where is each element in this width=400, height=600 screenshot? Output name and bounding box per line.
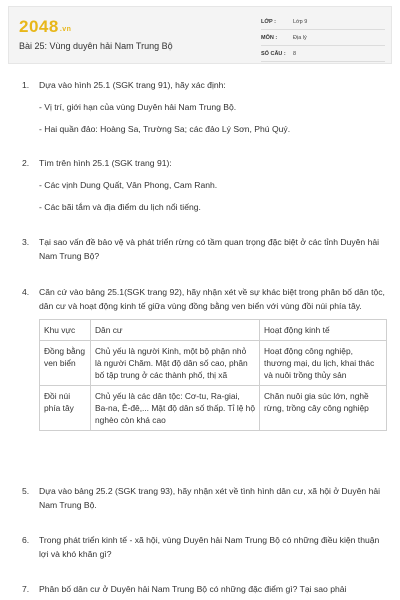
table-row <box>40 341 387 386</box>
table-header-cell: Khu vực <box>40 320 91 341</box>
question-text: Dựa vào hình 25.1 (SGK trang 91), hãy xác định: <box>39 80 226 90</box>
question-number: 1. <box>22 80 30 90</box>
table-cell: Đồi núi phía tây <box>40 386 91 431</box>
question-number: 6. <box>22 535 30 545</box>
meta-value: Địa lý <box>293 35 307 41</box>
table-header-cell: Hoạt động kinh tế <box>260 320 387 341</box>
question-text: Căn cứ vào bảng 25.1(SGK trang 92), hãy nhận xét về sự khác biệt trong phân bố dân tộc, dân cư và hoạt động kinh tế giữa vùng đồng bằng ven biển với vùng đồi núi phía tây. <box>39 287 385 311</box>
table-row <box>40 386 387 431</box>
table-cell: Hoạt động công nghiệp, thương mại, du lịch, khai thác và nuôi trồng thủy sản <box>260 341 387 386</box>
logo-text: 2048 <box>19 17 59 36</box>
question-text: Trong phát triển kinh tế - xã hội, vùng Duyên hải Nam Trung Bộ có những điều kiện thuận lợi và khó khăn gì? <box>39 535 380 559</box>
sub-item: - Vị trí, giới hạn của vùng Duyên hải Nam Trung Bộ. <box>39 102 237 112</box>
table-cell: Chủ yếu là người Kinh, một bộ phận nhỏ là người Chăm. Mật độ dân số cao, phân bố tập trung ở các thành phố, thị xã <box>91 341 260 386</box>
question-number: 7. <box>22 584 30 594</box>
table-cell: Chăn nuôi gia súc lớn, nghề rừng, trồng cây công nghiệp <box>260 386 387 431</box>
question-number: 3. <box>22 237 30 247</box>
question-7 <box>22 582 386 596</box>
question-1 <box>22 78 386 136</box>
lesson-title: Bài 25: Vùng duyên hải Nam Trung Bộ <box>19 41 173 51</box>
table-header-cell: Dân cư <box>91 320 260 341</box>
question-3 <box>22 235 386 263</box>
meta-row-count <box>261 47 385 62</box>
meta-row-grade <box>261 15 385 30</box>
question-2 <box>22 156 386 214</box>
meta-row-subject <box>261 31 385 46</box>
table-header-row <box>40 320 387 341</box>
meta-key: SỐ CÂU : <box>261 51 286 57</box>
question-text: Phân bố dân cư ở Duyên hải Nam Trung Bộ có những đặc điểm gì? Tại sao phải <box>39 584 347 594</box>
question-6 <box>22 533 386 561</box>
logo-suffix: .vn <box>59 26 72 33</box>
table-cell: Đồng bằng ven biển <box>40 341 91 386</box>
question-text: Tìm trên hình 25.1 (SGK trang 91): <box>39 158 172 168</box>
comparison-table <box>39 319 387 431</box>
meta-value: 8 <box>293 51 297 57</box>
meta-key: LỚP : <box>261 19 276 25</box>
sub-item: - Hai quần đảo: Hoàng Sa, Trường Sa; các đảo Lý Sơn, Phú Quý. <box>39 124 291 134</box>
question-5 <box>22 484 386 512</box>
table-cell: Chủ yếu là các dân tộc: Cơ-tu, Ra-giai, Ba-na, Ê-đê,... Mật độ dân số thấp. Tỉ lệ hộ nghèo còn khá cao <box>91 386 260 431</box>
document-header <box>8 6 392 64</box>
question-number: 4. <box>22 287 30 297</box>
meta-value: Lớp 9 <box>293 19 308 25</box>
meta-key: MÔN : <box>261 35 278 41</box>
sub-item: - Các bãi tắm và địa điểm du lịch nổi tiếng. <box>39 202 201 212</box>
meta-info <box>261 15 385 63</box>
question-4 <box>22 285 386 431</box>
question-number: 2. <box>22 158 30 168</box>
question-text: Tại sao vấn đề bảo vệ và phát triển rừng có tầm quan trọng đặc biệt ở các tỉnh Duyên hải Nam Trung Bộ? <box>39 237 380 261</box>
question-number: 5. <box>22 486 30 496</box>
question-text: Dựa vào bảng 25.2 (SGK trang 93), hãy nhận xét về tình hình dân cư, xã hội ở Duyên hải Nam Trung Bộ. <box>39 486 381 510</box>
sub-item: - Các vịnh Dung Quất, Vân Phong, Cam Ranh. <box>39 180 218 190</box>
site-logo[interactable] <box>19 17 71 37</box>
